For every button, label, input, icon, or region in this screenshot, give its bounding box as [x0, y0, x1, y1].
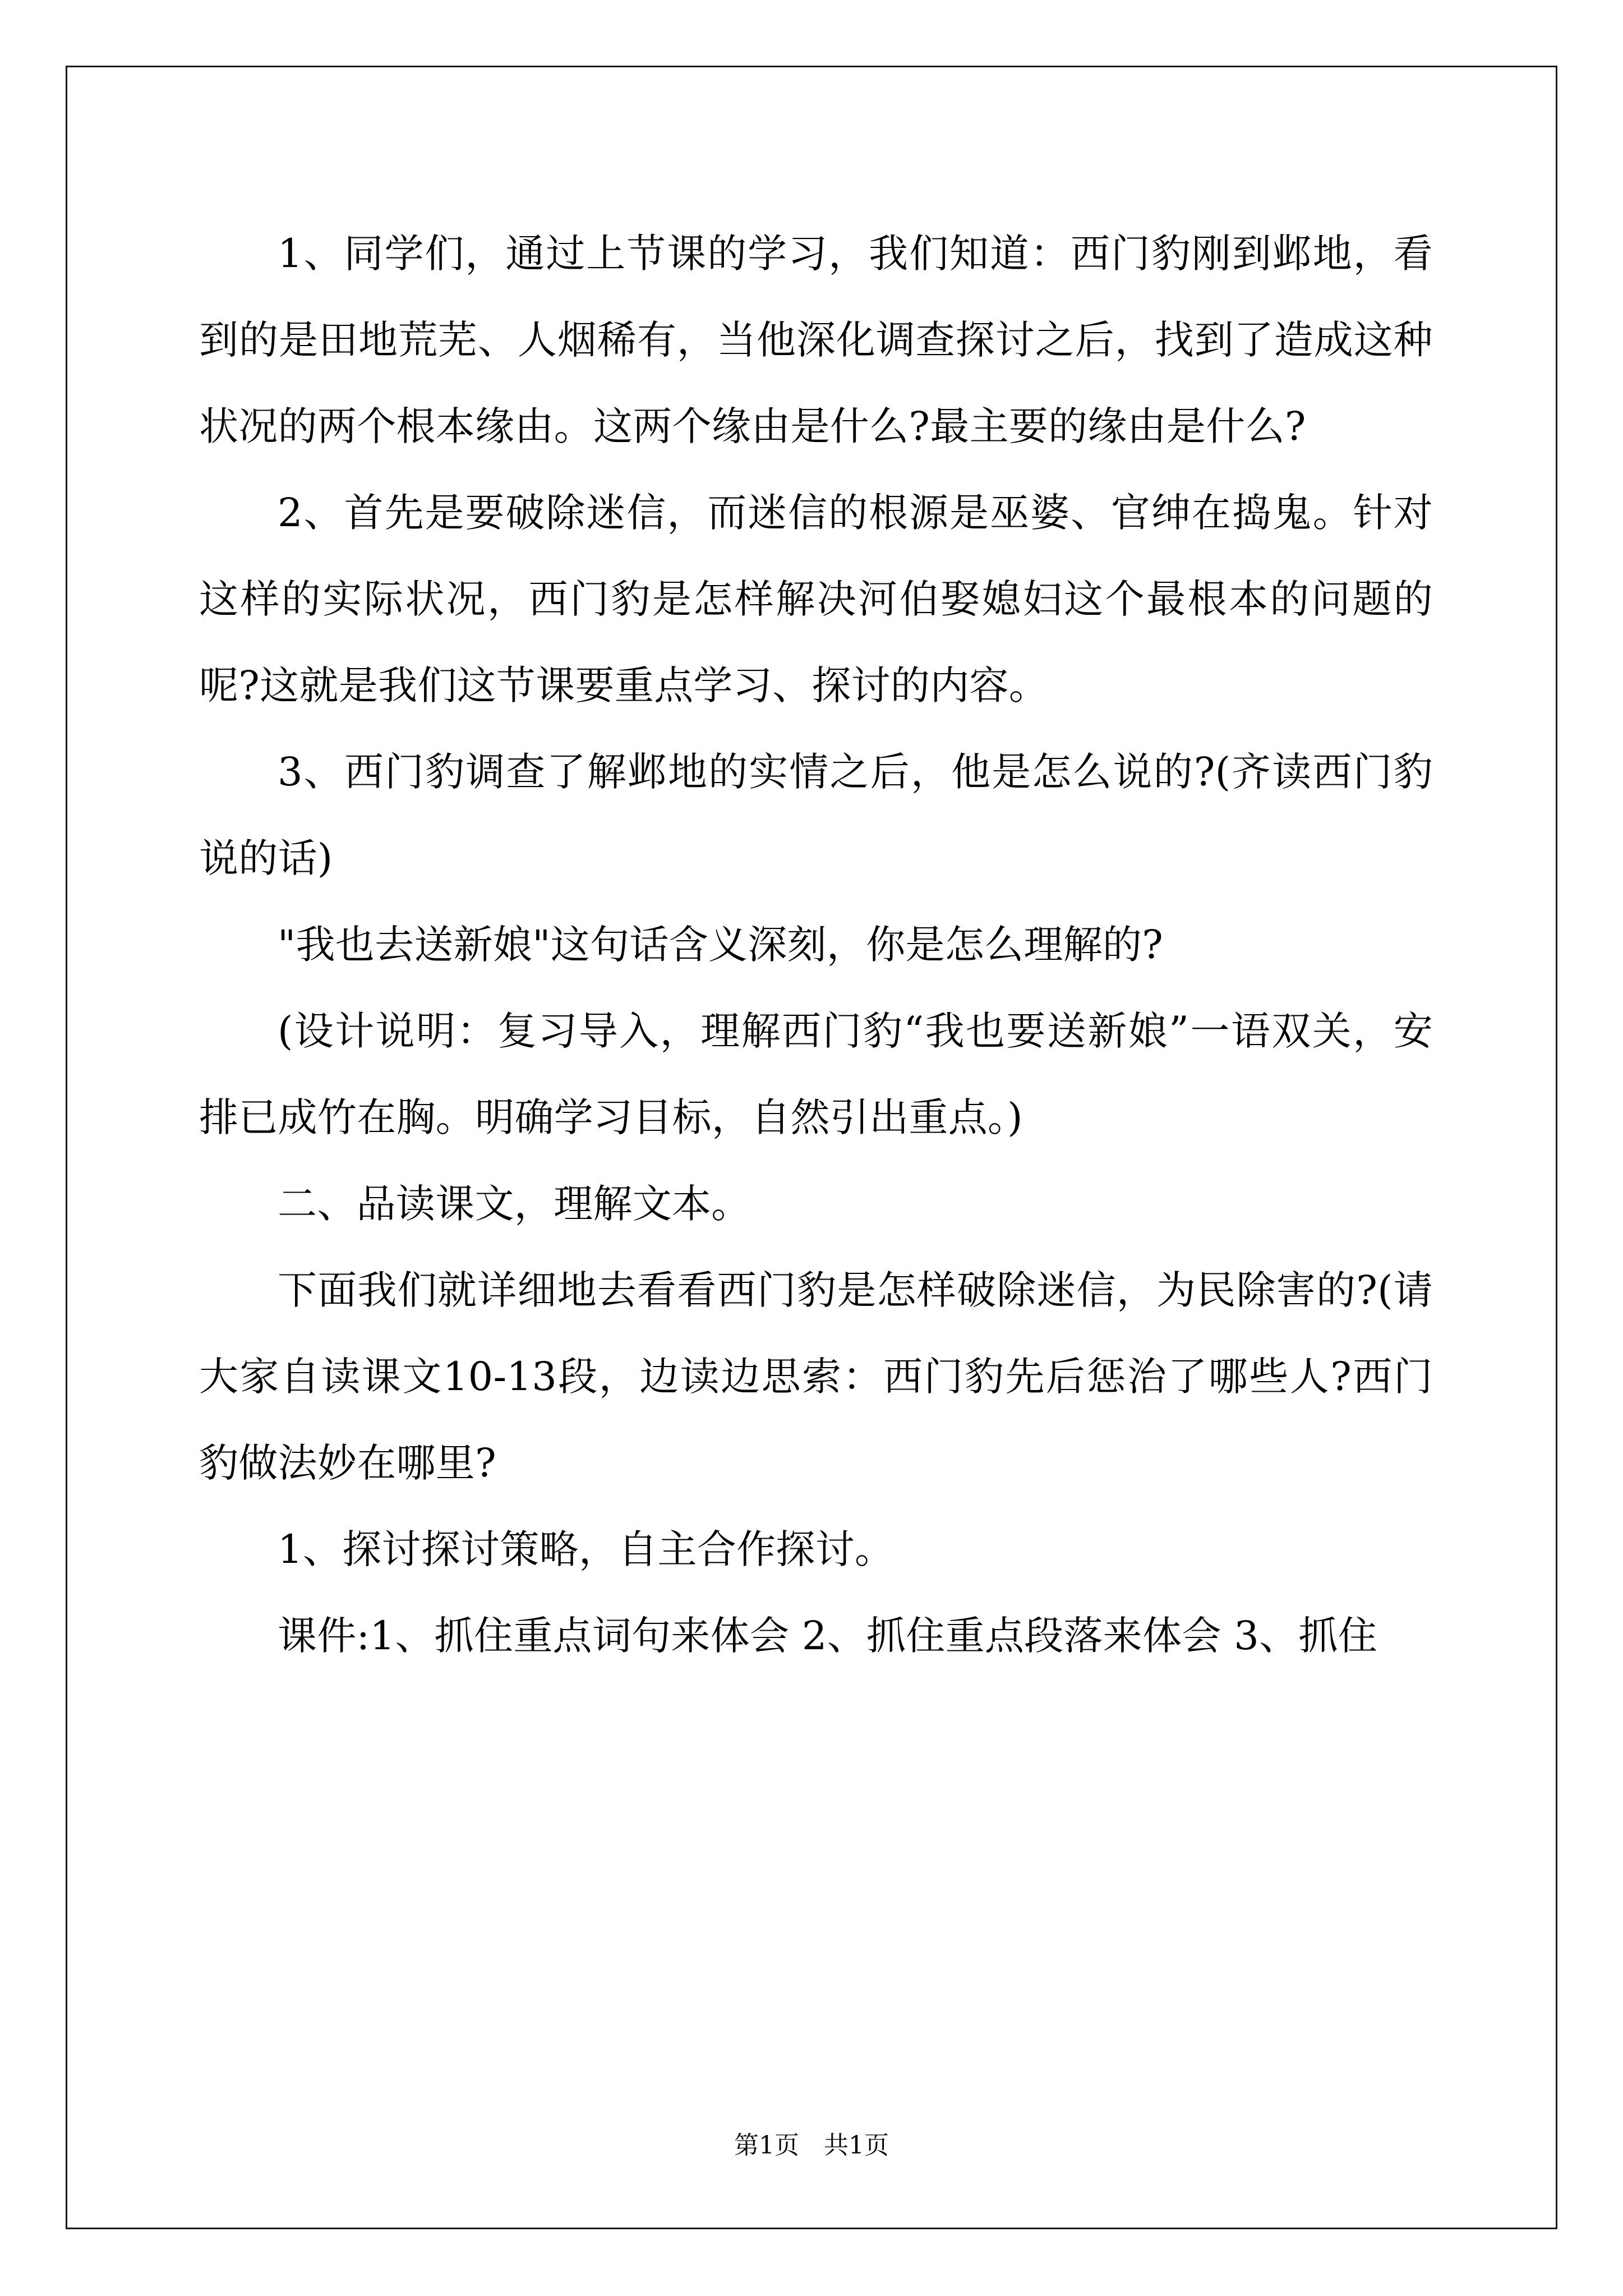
- paragraph-7: 1、探讨探讨策略，自主合作探讨。: [278, 1526, 895, 1572]
- document-body: [199, 210, 1433, 1679]
- page-number: 第1页: [734, 2131, 799, 2160]
- paragraph-1: 1、同学们，通过上节课的学习，我们知道：西门豹刚到邺地，看到的是田地荒芜、人烟稀有，当他深化调查探讨之后，找到了造成这种状况的两个根本缘由。这两个缘由是什么?最主要的缘由是什么?: [199, 231, 1433, 449]
- paragraph-5: (设计说明：复习导入，理解西门豹“我也要送新娘”一语双关，安排已成竹在胸。明确学习目标，自然引出重点。): [199, 1008, 1433, 1140]
- paragraph-4: "我也去送新娘"这句话含义深刻，你是怎么理解的?: [278, 922, 1164, 968]
- paragraph-2: 2、首先是要破除迷信，而迷信的根源是巫婆、官绅在捣鬼。针对这样的实际状况，西门豹是怎样解决河伯娶媳妇这个最根本的问题的呢?这就是我们这节课要重点学习、探讨的内容。: [199, 490, 1433, 708]
- page-total: 共1页: [824, 2131, 889, 2160]
- section-heading: 二、品读课文，理解文本。: [278, 1181, 751, 1227]
- paragraph-6: 下面我们就详细地去看看西门豹是怎样破除迷信，为民除害的?(请大家自读课文10-13段，边读边思索：西门豹先后惩治了哪些人?西门豹做法妙在哪里?: [199, 1267, 1433, 1486]
- paragraph-8: 课件:1、抓住重点词句来体会 2、抓住重点段落来体会 3、抓住: [278, 1613, 1377, 1659]
- page-footer: [0, 2129, 1623, 2162]
- paragraph-3: 3、西门豹调查了解邺地的实情之后，他是怎么说的?(齐读西门豹说的话): [199, 749, 1433, 881]
